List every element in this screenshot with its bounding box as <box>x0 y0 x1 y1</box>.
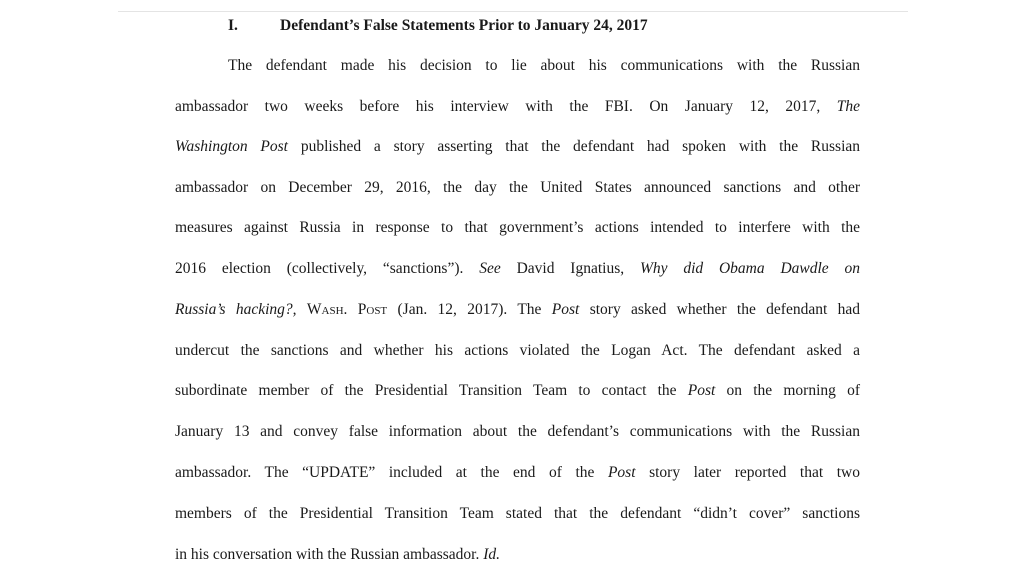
paragraph-line-4 <box>175 177 860 199</box>
paragraph-line-12 <box>175 503 860 525</box>
text-run: published a story asserting that the defendant had spoken with the Russian <box>300 138 861 155</box>
text-run: in his conversation with the Russian ambassador. <box>175 546 480 563</box>
paragraph-line-10 <box>175 421 860 443</box>
italic-run: The <box>836 98 860 115</box>
small-caps-run: Wash. Post <box>306 301 388 318</box>
italic-run: Russia’s hacking?, <box>175 301 297 318</box>
text-run: January 13 and convey false information about the defendant’s communications with the Russian <box>175 423 860 440</box>
paragraph-line-8 <box>175 340 860 362</box>
text-run: ambassador on December 29, 2016, the day the United States announced sanctions and other <box>175 179 860 196</box>
section-heading <box>0 15 1024 37</box>
paragraph-line-13 <box>175 544 860 566</box>
text-run: (Jan. 12, 2017). The <box>397 301 542 318</box>
paragraph-line-9 <box>175 380 860 402</box>
text-run: The defendant made his decision to lie about his communications with the Russian <box>228 57 860 74</box>
text-run: story later reported that two <box>649 464 860 481</box>
paragraph-line-2 <box>175 96 860 118</box>
paragraph-line-1 <box>228 55 860 77</box>
italic-run: Post <box>607 464 636 481</box>
top-divider <box>118 11 908 12</box>
citation-id: Id. <box>483 546 501 563</box>
text-run: David Ignatius, <box>516 260 625 277</box>
text-run: undercut the sanctions and whether his actions violated the Logan Act. The defendant asked a <box>175 342 860 359</box>
paragraph-line-5 <box>175 217 860 239</box>
text-run: on the morning of <box>726 382 861 399</box>
text-run: subordinate member of the Presidential Transition Team to contact the <box>175 382 677 399</box>
citation-signal: See <box>479 260 501 277</box>
section-title: Defendant’s False Statements Prior to January 24, 2017 <box>280 17 648 34</box>
text-run: ambassador two weeks before his interview with the FBI. On January 12, 2017, <box>175 98 821 115</box>
paragraph-line-6 <box>175 258 860 280</box>
text-run: story asked whether the defendant had <box>589 301 861 318</box>
text-run: ambassador. The “UPDATE” included at the end of the <box>175 464 595 481</box>
text-run: measures against Russia in response to that government’s actions intended to interfere with the <box>175 219 860 236</box>
paragraph-line-11 <box>175 462 860 484</box>
text-run: members of the Presidential Transition Team stated that the defendant “didn’t cover” sanctions <box>175 505 860 522</box>
italic-run: Washington Post <box>175 138 288 155</box>
italic-run: Post <box>551 301 580 318</box>
paragraph-line-3 <box>175 136 860 158</box>
text-run: 2016 election (collectively, “sanctions”). <box>175 260 464 277</box>
paragraph-line-7 <box>175 299 860 321</box>
italic-run: Post <box>687 382 716 399</box>
section-number: I. <box>228 17 238 34</box>
italic-run: Why did Obama Dawdle on <box>639 260 861 277</box>
